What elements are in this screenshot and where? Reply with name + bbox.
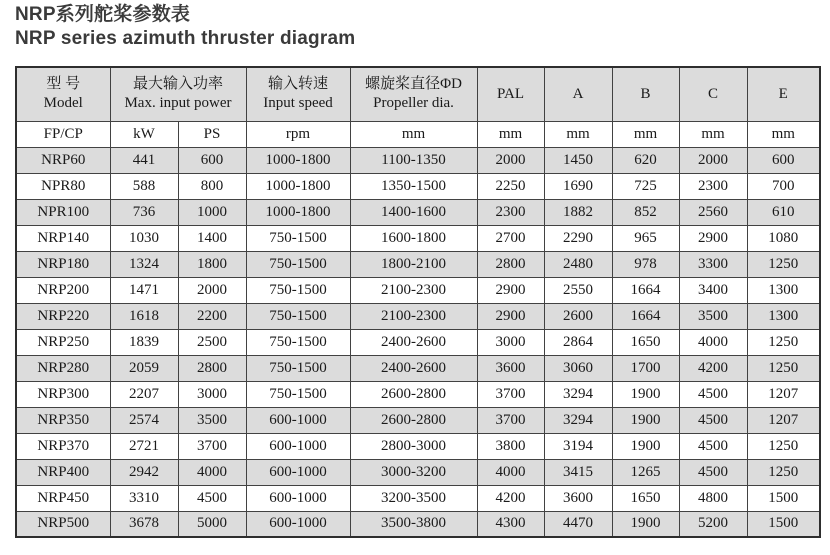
- col-header-model: [16, 67, 110, 121]
- value-cell: 2560: [679, 199, 747, 225]
- value-cell: 600: [747, 147, 820, 173]
- value-cell: 3000: [477, 329, 544, 355]
- value-cell: 3194: [544, 433, 612, 459]
- value-cell: 750-1500: [246, 329, 350, 355]
- value-cell: 4000: [178, 459, 246, 485]
- value-cell: 3700: [477, 381, 544, 407]
- value-cell: 600-1000: [246, 459, 350, 485]
- value-cell: 5000: [178, 511, 246, 537]
- page-title-en: NRP series azimuth thruster diagram: [15, 28, 356, 49]
- value-cell: 750-1500: [246, 225, 350, 251]
- col-header-c: C: [679, 67, 747, 121]
- value-cell: 4500: [679, 433, 747, 459]
- table-row: [16, 381, 820, 407]
- value-cell: 3400: [679, 277, 747, 303]
- value-cell: 2600: [544, 303, 612, 329]
- value-cell: 2059: [110, 355, 178, 381]
- value-cell: 2000: [477, 147, 544, 173]
- value-cell: 2800: [477, 251, 544, 277]
- value-cell: 2000: [178, 277, 246, 303]
- model-cell: NRP400: [16, 459, 110, 485]
- value-cell: 3600: [544, 485, 612, 511]
- value-cell: 3294: [544, 381, 612, 407]
- col-header-prop-zh: 螺旋桨直径ΦD: [365, 76, 462, 93]
- value-cell: 852: [612, 199, 679, 225]
- table-row: [16, 147, 820, 173]
- model-cell: NRP300: [16, 381, 110, 407]
- value-cell: 3200-3500: [350, 485, 477, 511]
- value-cell: 3678: [110, 511, 178, 537]
- header-row: [16, 67, 820, 121]
- model-cell: NRP200: [16, 277, 110, 303]
- value-cell: 3700: [477, 407, 544, 433]
- col-header-max-input-power: [110, 67, 246, 121]
- col-header-propeller-dia: [350, 67, 477, 121]
- unit-cell: mm: [612, 121, 679, 147]
- value-cell: 1900: [612, 511, 679, 537]
- value-cell: 1000-1800: [246, 173, 350, 199]
- value-cell: 588: [110, 173, 178, 199]
- value-cell: 4470: [544, 511, 612, 537]
- units-row: [16, 121, 820, 147]
- value-cell: 2290: [544, 225, 612, 251]
- value-cell: 2400-2600: [350, 329, 477, 355]
- col-header-a: A: [544, 67, 612, 121]
- value-cell: 1900: [612, 381, 679, 407]
- value-cell: 1300: [747, 303, 820, 329]
- value-cell: 2721: [110, 433, 178, 459]
- value-cell: 1900: [612, 433, 679, 459]
- value-cell: 3700: [178, 433, 246, 459]
- value-cell: 1207: [747, 407, 820, 433]
- col-header-input-speed: [246, 67, 350, 121]
- value-cell: 4800: [679, 485, 747, 511]
- value-cell: 1650: [612, 329, 679, 355]
- value-cell: 1250: [747, 433, 820, 459]
- value-cell: 2400-2600: [350, 355, 477, 381]
- value-cell: 2300: [477, 199, 544, 225]
- value-cell: 2600-2800: [350, 407, 477, 433]
- value-cell: 4000: [477, 459, 544, 485]
- value-cell: 4200: [679, 355, 747, 381]
- value-cell: 1664: [612, 277, 679, 303]
- value-cell: 750-1500: [246, 381, 350, 407]
- unit-cell: mm: [544, 121, 612, 147]
- table-row: [16, 433, 820, 459]
- value-cell: 1265: [612, 459, 679, 485]
- table-row: [16, 511, 820, 537]
- model-cell: NRP350: [16, 407, 110, 433]
- table-row: [16, 173, 820, 199]
- model-cell: NRP220: [16, 303, 110, 329]
- col-header-model-zh: 型 号: [46, 76, 81, 93]
- col-header-e: E: [747, 67, 820, 121]
- value-cell: 1700: [612, 355, 679, 381]
- value-cell: 1650: [612, 485, 679, 511]
- value-cell: 1250: [747, 355, 820, 381]
- value-cell: 1100-1350: [350, 147, 477, 173]
- unit-cell: PS: [178, 121, 246, 147]
- value-cell: 2480: [544, 251, 612, 277]
- value-cell: 3000-3200: [350, 459, 477, 485]
- value-cell: 1250: [747, 329, 820, 355]
- value-cell: 600-1000: [246, 407, 350, 433]
- table-row: [16, 199, 820, 225]
- value-cell: 750-1500: [246, 355, 350, 381]
- model-cell: NRP370: [16, 433, 110, 459]
- value-cell: 2000: [679, 147, 747, 173]
- col-header-pal: PAL: [477, 67, 544, 121]
- value-cell: 1839: [110, 329, 178, 355]
- col-header-b: B: [612, 67, 679, 121]
- table-row: [16, 459, 820, 485]
- thruster-params-table: [15, 66, 821, 538]
- value-cell: 1450: [544, 147, 612, 173]
- value-cell: 3800: [477, 433, 544, 459]
- col-header-speed-zh: 输入转速: [268, 76, 329, 93]
- table-body: [16, 147, 820, 537]
- value-cell: 965: [612, 225, 679, 251]
- value-cell: 3300: [679, 251, 747, 277]
- model-cell: NPR100: [16, 199, 110, 225]
- value-cell: 3600: [477, 355, 544, 381]
- col-header-power-en: Max. input power: [124, 95, 232, 112]
- value-cell: 1400: [178, 225, 246, 251]
- model-cell: NPR80: [16, 173, 110, 199]
- value-cell: 750-1500: [246, 277, 350, 303]
- value-cell: 620: [612, 147, 679, 173]
- unit-cell: kW: [110, 121, 178, 147]
- value-cell: 1030: [110, 225, 178, 251]
- value-cell: 600-1000: [246, 485, 350, 511]
- value-cell: 4500: [679, 381, 747, 407]
- value-cell: 1324: [110, 251, 178, 277]
- value-cell: 2500: [178, 329, 246, 355]
- table-row: [16, 251, 820, 277]
- value-cell: 441: [110, 147, 178, 173]
- value-cell: 4300: [477, 511, 544, 537]
- value-cell: 1882: [544, 199, 612, 225]
- value-cell: 2800: [178, 355, 246, 381]
- value-cell: 1300: [747, 277, 820, 303]
- value-cell: 750-1500: [246, 303, 350, 329]
- value-cell: 1000: [178, 199, 246, 225]
- value-cell: 1471: [110, 277, 178, 303]
- value-cell: 3310: [110, 485, 178, 511]
- value-cell: 4200: [477, 485, 544, 511]
- value-cell: 2900: [477, 303, 544, 329]
- value-cell: 1400-1600: [350, 199, 477, 225]
- value-cell: 2200: [178, 303, 246, 329]
- unit-cell: FP/CP: [16, 121, 110, 147]
- value-cell: 978: [612, 251, 679, 277]
- value-cell: 1000-1800: [246, 147, 350, 173]
- model-cell: NRP500: [16, 511, 110, 537]
- model-cell: NRP450: [16, 485, 110, 511]
- value-cell: 610: [747, 199, 820, 225]
- unit-cell: rpm: [246, 121, 350, 147]
- model-cell: NRP60: [16, 147, 110, 173]
- value-cell: 1618: [110, 303, 178, 329]
- table-row: [16, 277, 820, 303]
- table-row: [16, 355, 820, 381]
- unit-cell: mm: [679, 121, 747, 147]
- page-title-zh: NRP系列舵桨参数表: [15, 4, 191, 25]
- value-cell: 2900: [477, 277, 544, 303]
- table-row: [16, 485, 820, 511]
- value-cell: 800: [178, 173, 246, 199]
- value-cell: 2574: [110, 407, 178, 433]
- value-cell: 600-1000: [246, 433, 350, 459]
- col-header-model-en: Model: [43, 95, 83, 112]
- value-cell: 2700: [477, 225, 544, 251]
- value-cell: 2864: [544, 329, 612, 355]
- value-cell: 4500: [679, 459, 747, 485]
- value-cell: 2550: [544, 277, 612, 303]
- value-cell: 1800-2100: [350, 251, 477, 277]
- model-cell: NRP280: [16, 355, 110, 381]
- value-cell: 1350-1500: [350, 173, 477, 199]
- value-cell: 3294: [544, 407, 612, 433]
- value-cell: 2300: [679, 173, 747, 199]
- value-cell: 4000: [679, 329, 747, 355]
- value-cell: 3060: [544, 355, 612, 381]
- value-cell: 1800: [178, 251, 246, 277]
- value-cell: 2942: [110, 459, 178, 485]
- value-cell: 1690: [544, 173, 612, 199]
- value-cell: 1207: [747, 381, 820, 407]
- value-cell: 600-1000: [246, 511, 350, 537]
- table-row: [16, 303, 820, 329]
- value-cell: 5200: [679, 511, 747, 537]
- value-cell: 1250: [747, 459, 820, 485]
- col-header-prop-en: Propeller dia.: [373, 95, 454, 112]
- unit-cell: mm: [747, 121, 820, 147]
- table-row: [16, 225, 820, 251]
- value-cell: 2800-3000: [350, 433, 477, 459]
- value-cell: 2207: [110, 381, 178, 407]
- value-cell: 3415: [544, 459, 612, 485]
- value-cell: 736: [110, 199, 178, 225]
- col-header-power-zh: 最大输入功率: [133, 76, 224, 93]
- value-cell: 4500: [178, 485, 246, 511]
- model-cell: NRP180: [16, 251, 110, 277]
- value-cell: 3500-3800: [350, 511, 477, 537]
- model-cell: NRP140: [16, 225, 110, 251]
- value-cell: 1500: [747, 485, 820, 511]
- value-cell: 1500: [747, 511, 820, 537]
- unit-cell: mm: [477, 121, 544, 147]
- table-row: [16, 329, 820, 355]
- value-cell: 3000: [178, 381, 246, 407]
- value-cell: 750-1500: [246, 251, 350, 277]
- value-cell: 725: [612, 173, 679, 199]
- value-cell: 1664: [612, 303, 679, 329]
- value-cell: 700: [747, 173, 820, 199]
- value-cell: 600: [178, 147, 246, 173]
- model-cell: NRP250: [16, 329, 110, 355]
- unit-cell: mm: [350, 121, 477, 147]
- value-cell: 2900: [679, 225, 747, 251]
- value-cell: 1600-1800: [350, 225, 477, 251]
- value-cell: 1250: [747, 251, 820, 277]
- value-cell: 2600-2800: [350, 381, 477, 407]
- table-row: [16, 407, 820, 433]
- value-cell: 1000-1800: [246, 199, 350, 225]
- value-cell: 1900: [612, 407, 679, 433]
- value-cell: 4500: [679, 407, 747, 433]
- value-cell: 3500: [679, 303, 747, 329]
- value-cell: 2100-2300: [350, 303, 477, 329]
- value-cell: 2250: [477, 173, 544, 199]
- col-header-speed-en: Input speed: [263, 95, 333, 112]
- value-cell: 3500: [178, 407, 246, 433]
- value-cell: 2100-2300: [350, 277, 477, 303]
- value-cell: 1080: [747, 225, 820, 251]
